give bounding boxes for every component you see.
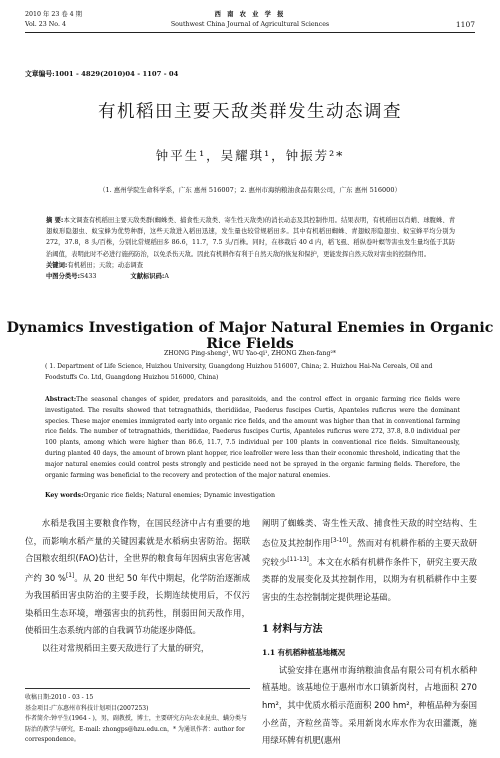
doc-code-label: 文献标识码: xyxy=(130,273,165,281)
abstract-en-label: Abstract: xyxy=(45,396,77,403)
keywords-en-label: Key words: xyxy=(45,492,84,499)
volume-en: Vol. 23 No. 4 xyxy=(25,21,66,28)
section-heading: 1 材料与方法 xyxy=(262,623,323,635)
journal-name xyxy=(25,10,475,30)
author-info: 作者简介:钟平生(1964 - )，男，副教授，博士，主要研究方向:农业昆虫、螨分类与防治的教学与研究，E-mail: zhongps@hzu.edu.cn，* 为通讯作者：author for correspondence。 xyxy=(25,715,247,744)
body-right-text: 。本文在水稻有机耕作条件下，研究主要天敌类群的发展变化及其控制作用，以期为有机稻耕作中主要害虫的生态控制制定提供理论基础。 xyxy=(262,556,478,602)
fund-info: 基金项目:广东惠州市科技计划项目(2007253) xyxy=(25,704,149,712)
authors-en: ZHONG Ping-sheng¹, WU Yao-qi¹, ZHONG Zhen-fang²* xyxy=(163,350,337,357)
classification-cn xyxy=(46,271,455,282)
footnotes xyxy=(25,688,250,746)
citation: [11-13] xyxy=(287,556,309,563)
clc-label: 中图分类号: xyxy=(46,273,81,281)
body-paragraph xyxy=(262,515,477,607)
keywords-en xyxy=(45,492,460,499)
body-paragraph: 试验安排在惠州市海纳粮油食品有限公司有机水稻种植基地。该基地位于惠州市水口镇新岗村，占地面积 270 hm²，其中优质水稻示范面积 200 hm²，种植品种为泰国小丝苗，齐粒丝苗等。采用新岗水库水作为农田灌溉，施用绿环牌有机肥(惠州 xyxy=(262,664,477,746)
abstract-cn-block xyxy=(46,215,455,282)
body-right-column xyxy=(262,515,477,750)
received-date: 收稿日期:2010 - 03 - 15 xyxy=(25,694,94,701)
journal-en: Southwest China Journal of Agricultural Sciences xyxy=(170,21,330,28)
journal-cn: 西 南 农 业 学 报 xyxy=(214,11,286,18)
abstract-cn xyxy=(46,215,455,260)
keywords-cn-text: 有机稻田；天敌；动态调查 xyxy=(67,261,143,269)
article-number: 文章编号:1001 - 4829(2010)04 - 1107 - 04 xyxy=(25,70,179,78)
keywords-cn-label: 关键词: xyxy=(46,261,68,269)
abstract-en-text: The seasonal changes of spider, predators and parasitoids, and the control effect in organic farming rice fields were investigated. The results showed that tetragnathids, theridiidae, Paederus fuscipes Curtis, Apanteles ruficrus were the dominant species. These major enemies immigrated early into organic rice fields, and the amount was higher than that in conventional farming rice fields. The number of tetragnathids, theridiidae, Paederus fuscipes Curtis, Apanteles ruficrus were 272, 37.8, 8.0 individual per 100 plants, among which were higher than 86.6, 11.7, 7.5 individual per 100 plants in conventional rice fields. Simultaneously, during planted 40 days, the amount of brown plant hopper, rice leafroller were less than their economic threshold, indicating that the major natural enemies could control pests strongly and pesticide need not be sprayed in the organic farming fields. Therefore, the organic farming was beneficial to the recovery and protection of the major natural enemies. xyxy=(45,396,460,479)
doc-code-value: A xyxy=(164,273,169,281)
subsection-heading: 1.1 有机稻种植基地概况 xyxy=(262,648,346,658)
page-number: 1107 xyxy=(455,20,475,29)
body-left-text: 水稻是我国主要粮食作物，在国民经济中占有重要的地位，而影响水稻产量的关键因素就是水稻病虫害防治。据联合国粮农组织(FAO)估计，全世界的粮食每年因病虫害危害减产约 30 % xyxy=(25,518,250,583)
body-right-text: 阐明了蜘蛛类、寄生性天敌、捕食性天敌的时空结构、生态位及其控制作用 xyxy=(262,518,477,548)
body-left-column xyxy=(25,515,250,658)
body-left-text-cont: 。从 20 世纪 50 年代中期起，化学防治逐渐成为我国稻田害虫防治的主要手段，长期连续使用后，不仅污染稻田生态环境，增强害虫的抗药性，削弱田间天敌作用，使稻田生态系统内部的自我调节功能逐步降低。 xyxy=(25,572,250,636)
header-rule xyxy=(25,32,475,33)
keywords-en-text: Organic rice fields; Natural enemies; Dynamic investigation xyxy=(83,492,276,499)
body-paragraph xyxy=(25,515,250,640)
affiliation-cn: （1. 惠州学院生命科学系，广东 惠州 516007；2. 惠州市海纳粮油食品有限公司，广东 惠州 516000） xyxy=(99,186,401,194)
citation: [3-10] xyxy=(330,537,349,544)
authors-cn: 钟平生¹，吴耀琪¹，钟振芳²* xyxy=(155,148,345,163)
keywords-cn xyxy=(46,260,455,271)
affiliation-en: ( 1. Department of Life Science, Huizhou University, Guangdong Huizhou 516007, China; 2. Huizhou Hai-Na Cereals, Oil and Foodstuffs Co. Ltd, Guangdong Huizhou 516000, China) xyxy=(45,363,433,381)
body-paragraph: 以往对常规稻田主要天敌进行了大量的研究， xyxy=(41,642,210,653)
page-header xyxy=(25,10,475,46)
abstract-en xyxy=(45,395,460,481)
body-right-text: 。然而对有机耕作稻的主要天敌研究较少 xyxy=(262,537,478,567)
abstract-cn-label: 摘 要: xyxy=(46,217,64,224)
title-en: Dynamics Investigation of Major Natural Enemies in Organic Rice Fields xyxy=(6,320,494,352)
clc-value: S433 xyxy=(80,273,97,281)
volume-cn: 2010 年 23 卷 4 期 xyxy=(25,11,82,18)
title-cn: 有机稻田主要天敌类群发生动态调查 xyxy=(98,102,402,122)
citation: [1] xyxy=(65,572,75,579)
abstract-cn-text: 本文调查有机稻田主要天敌类群(蜘蛛类、捕食性天敌类、寄生性天敌类)的消长动态及其控制作用。结果表明，有机稻田以肖蛸、球腹蛛、青翅蚁形隐翅虫、蚁宝蜂为优势种群，这些天敌进入稻田迅速，发生量也较常规稻田多。其中有机稻田蜘蛛、青翅蚁形隐翅虫、蚁宝蜂平均分别为 272，37.8，8 头/百株，分别比常规稻田多 86.6，11.7，7.5 头/百株。同时，在移栽后 40 d 内，稻飞虱、稻纵卷叶螟等害虫发生量均低于其防治阈值，表明此时不必进行施药防治，以免杀伤天敌。因此有机耕作有利于自然天敌的恢复和保护，更能发挥自然天敌对害虫的控制作用。 xyxy=(46,217,455,258)
